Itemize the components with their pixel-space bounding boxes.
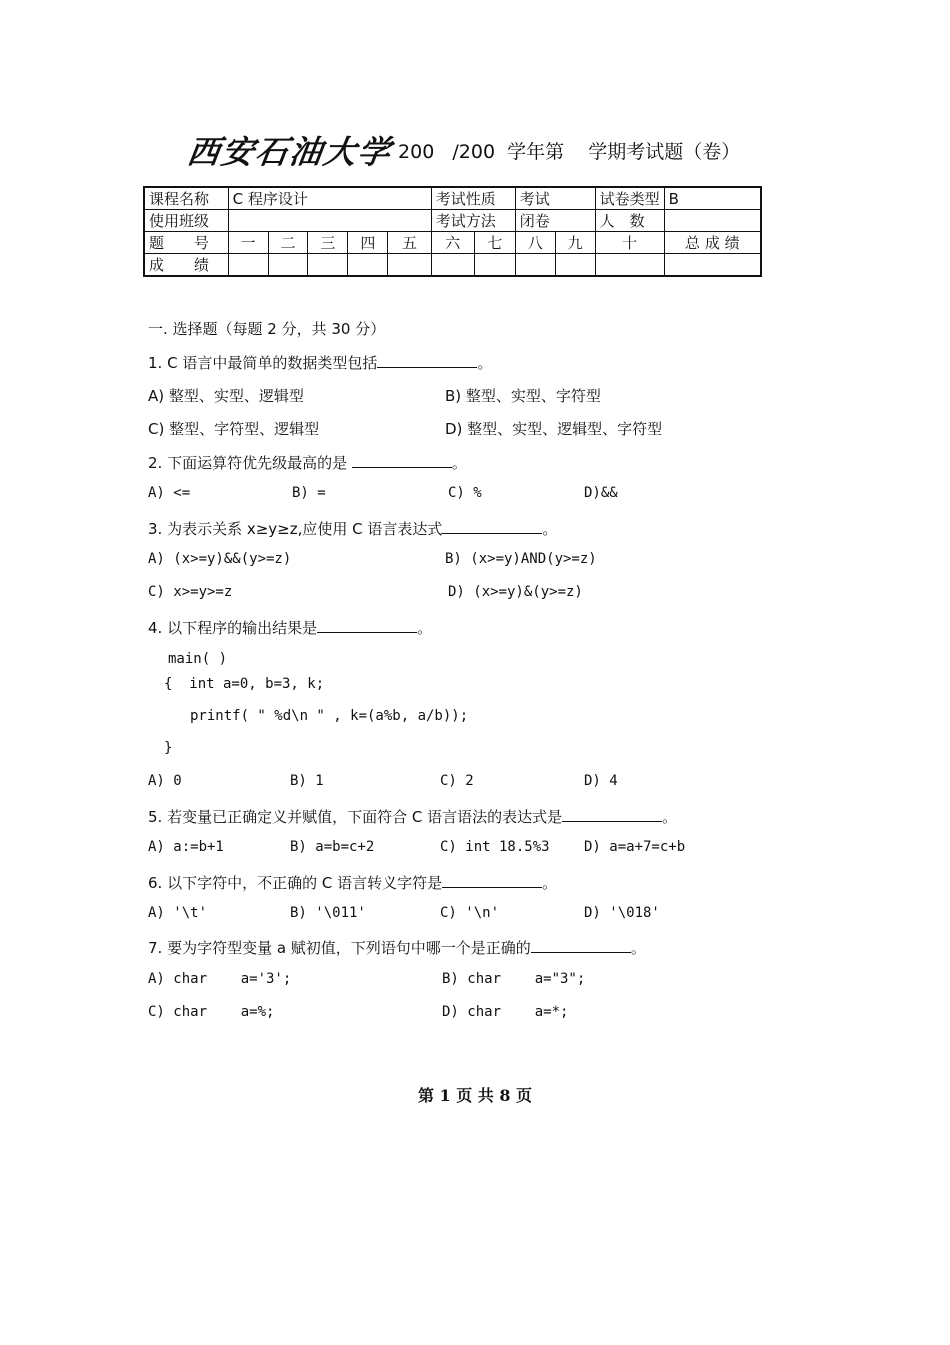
class-value: [228, 210, 431, 232]
question-stem: [148, 806, 677, 827]
answer-blank: [531, 938, 631, 953]
option: C) 2: [440, 773, 474, 789]
option: C) x>=y>=z: [148, 584, 233, 600]
score-cell: [515, 254, 555, 277]
score-cell: [388, 254, 431, 277]
question-number: 二: [268, 232, 308, 254]
answer-blank: [442, 873, 542, 888]
question-text: 5. 若变量已正确定义并赋值，下面符合 C 语言语法的表达式是: [148, 808, 563, 826]
score-cell: [474, 254, 515, 277]
question-text: 4. 以下程序的输出结果是: [148, 619, 318, 637]
question-text: 7. 要为字符型变量 a 赋初值，下列语句中哪一个是正确的: [148, 939, 531, 957]
answer-blank: [562, 807, 662, 822]
option: D) char a=*;: [442, 1004, 569, 1020]
option: B) 整型、实型、字符型: [445, 387, 601, 405]
option: C) int 18.5%3: [440, 839, 550, 855]
option: D) (x>=y)&(y>=z): [448, 584, 583, 600]
question-stem: [148, 872, 557, 893]
question-end: 。: [662, 808, 678, 826]
question-stem: [148, 617, 432, 638]
question-end: 。: [542, 874, 558, 892]
code-line: printf( " %d\n " , k=(a%b, a/b));: [190, 708, 469, 724]
option: D) 整型、实型、逻辑型、字符型: [445, 420, 663, 438]
code-line: }: [164, 740, 173, 756]
question-end: 。: [477, 354, 493, 372]
option: A) '\t': [148, 905, 208, 921]
option: D) 4: [584, 773, 618, 789]
question-stem: [148, 452, 467, 473]
question-number: 一: [228, 232, 268, 254]
page-footer: 第 1 页 共 8 页: [417, 1086, 533, 1105]
option: A) 整型、实型、逻辑型: [148, 387, 304, 405]
option: B) a=b=c+2: [290, 839, 375, 855]
score-cell: [431, 254, 474, 277]
exam-nature-label: 考试性质: [431, 187, 515, 210]
question-stem: [148, 937, 646, 958]
university-logo: 西安石油大学: [185, 133, 395, 171]
paper-type-label: 试卷类型: [595, 187, 664, 210]
score-cell: [308, 254, 348, 277]
option: A) a:=b+1: [148, 839, 224, 855]
option: C) %: [448, 485, 482, 501]
score-label: 成 绩: [144, 254, 228, 277]
exam-title: 200 /200 学年第 学期考试题（卷）: [398, 140, 741, 163]
option: D) '\018': [584, 905, 660, 921]
question-number: 八: [515, 232, 555, 254]
question-end: 。: [542, 520, 558, 538]
question-text: 3. 为表示关系 x≥y≥z,应使用 C 语言表达式: [148, 520, 443, 538]
option: B) (x>=y)AND(y>=z): [445, 551, 597, 567]
option: A) <=: [148, 485, 191, 501]
question-number: 三: [308, 232, 348, 254]
total-score-label: 总 成 绩: [664, 232, 761, 254]
answer-blank: [442, 519, 542, 534]
class-label: 使用班级: [144, 210, 228, 232]
question-number: 四: [348, 232, 388, 254]
option: C) '\n': [440, 905, 500, 921]
option: D)&&: [584, 485, 618, 501]
paper-type-value: B: [664, 187, 761, 210]
option: A) (x>=y)&&(y>=z): [148, 551, 292, 567]
question-text: 1. C 语言中最简单的数据类型包括: [148, 354, 378, 372]
exam-info-table: [143, 186, 762, 277]
question-text: 2. 下面运算符优先级最高的是: [148, 454, 352, 472]
question-stem: [148, 352, 492, 373]
option: D) a=a+7=c+b: [584, 839, 686, 855]
people-label: 人 数: [595, 210, 664, 232]
answer-blank: [352, 453, 452, 468]
question-no-label: 题 号: [144, 232, 228, 254]
question-number: 九: [555, 232, 595, 254]
option: C) char a=%;: [148, 1004, 275, 1020]
answer-blank: [377, 353, 477, 368]
option: A) 0: [148, 773, 182, 789]
score-cell: [228, 254, 268, 277]
score-cell: [268, 254, 308, 277]
score-cell: [555, 254, 595, 277]
option: B) '\011': [290, 905, 366, 921]
score-cell: [348, 254, 388, 277]
section-title: 一. 选择题（每题 2 分，共 30 分）: [148, 320, 386, 338]
option: B) char a="3";: [442, 971, 586, 987]
exam-method-value: 闭卷: [515, 210, 595, 232]
question-number: 七: [474, 232, 515, 254]
question-stem: [148, 518, 557, 539]
code-line: main( ): [168, 651, 228, 667]
option: C) 整型、字符型、逻辑型: [148, 420, 320, 438]
exam-nature-value: 考试: [515, 187, 595, 210]
score-cell: [595, 254, 664, 277]
question-number: 十: [595, 232, 664, 254]
question-end: 。: [451, 454, 467, 472]
question-number: 六: [431, 232, 474, 254]
question-end: 。: [417, 619, 433, 637]
exam-header: [185, 130, 748, 171]
option: B) =: [292, 485, 326, 501]
question-end: 。: [630, 939, 646, 957]
question-text: 6. 以下字符中，不正确的 C 语言转义字符是: [148, 874, 443, 892]
answer-blank: [317, 618, 417, 633]
total-score-cell: [664, 254, 761, 277]
option: A) char a='3';: [148, 971, 292, 987]
course-value: C 程序设计: [228, 187, 431, 210]
people-value: [664, 210, 761, 232]
exam-method-label: 考试方法: [431, 210, 515, 232]
course-label: 课程名称: [144, 187, 228, 210]
option: B) 1: [290, 773, 324, 789]
question-number: 五: [388, 232, 431, 254]
code-line: { int a=0, b=3, k;: [164, 676, 325, 692]
